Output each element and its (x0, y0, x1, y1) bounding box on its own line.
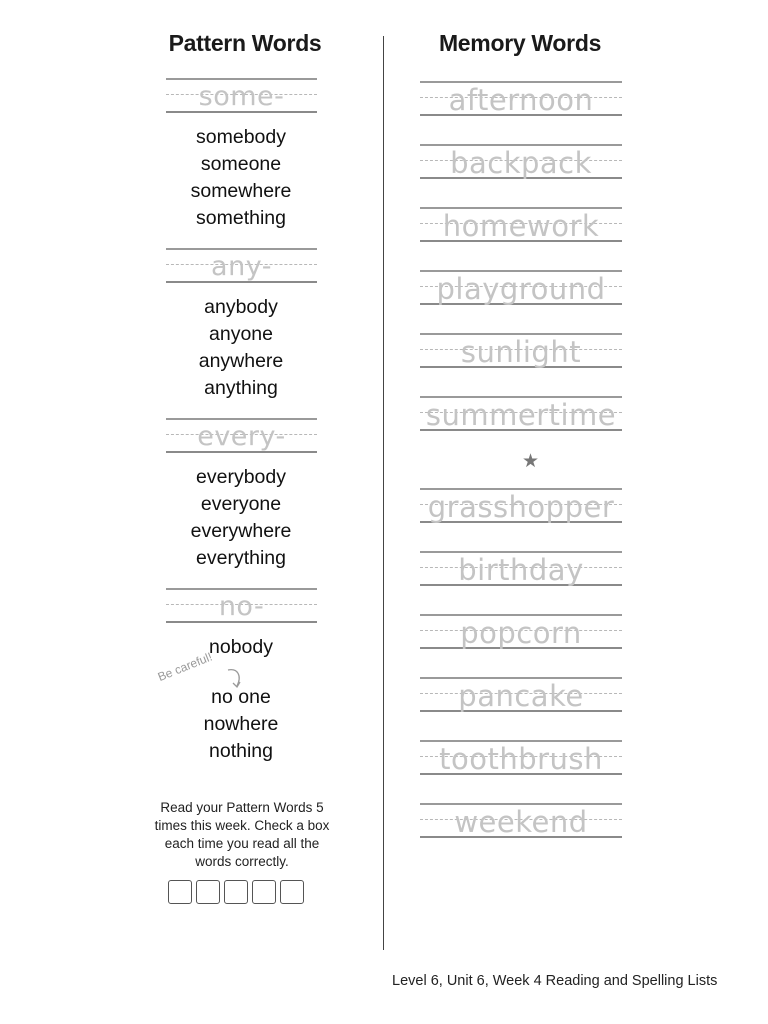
page-footer: Level 6, Unit 6, Week 4 Reading and Spelling Lists (392, 973, 718, 989)
memory-word-tracing (420, 740, 622, 774)
memory-word-tracing (420, 677, 622, 711)
memory-word-tracing (420, 270, 622, 304)
memory-word: playground (436, 272, 606, 306)
memory-word: birthday (458, 553, 584, 587)
star-icon: ★ (522, 451, 540, 472)
pattern-word-list (150, 294, 332, 402)
pattern-prefix: every- (197, 421, 286, 452)
memory-word-tracing (420, 333, 622, 367)
pattern-prefix-tracing (166, 418, 317, 452)
pattern-word: no one (211, 686, 271, 708)
memory-word: popcorn (460, 616, 582, 650)
memory-word: toothbrush (439, 742, 603, 776)
column-divider (383, 36, 384, 950)
memory-word: homework (442, 209, 600, 243)
pattern-word-list (150, 684, 332, 765)
pattern-word: somebody (196, 126, 286, 148)
reading-checkbox[interactable] (280, 880, 304, 904)
pattern-prefix: some- (198, 81, 285, 112)
reading-checkboxes (168, 880, 304, 904)
memory-word: summertime (425, 398, 617, 432)
pattern-word: nowhere (203, 713, 279, 735)
memory-word-tracing (420, 803, 622, 837)
pattern-word: something (196, 207, 286, 229)
pattern-word: nothing (209, 740, 273, 762)
memory-word-tracing (420, 144, 622, 178)
pattern-words-heading: Pattern Words (168, 30, 322, 56)
curved-arrow-icon (226, 666, 246, 694)
reading-checkbox[interactable] (168, 880, 192, 904)
reading-checkbox[interactable] (224, 880, 248, 904)
memory-word-tracing (420, 81, 622, 115)
memory-word: pancake (458, 679, 584, 713)
reading-checkbox[interactable] (252, 880, 276, 904)
pattern-prefix: no- (218, 591, 265, 622)
memory-words-heading: Memory Words (438, 30, 602, 56)
pattern-word: everything (196, 547, 286, 569)
memory-word: afternoon (448, 83, 594, 117)
pattern-prefix: any- (211, 251, 272, 282)
reading-checkbox[interactable] (196, 880, 220, 904)
pattern-word: someone (200, 153, 282, 175)
memory-word: sunlight (460, 335, 582, 369)
pattern-word-list (150, 634, 332, 661)
pattern-word: everybody (196, 466, 286, 488)
pattern-word: anything (204, 377, 278, 399)
pattern-word: anybody (204, 296, 278, 318)
pattern-prefix-tracing (166, 78, 317, 112)
memory-word: grasshopper (427, 490, 615, 524)
pattern-word: nobody (209, 636, 273, 658)
memory-word: weekend (454, 805, 588, 839)
pattern-word: everyone (200, 493, 282, 515)
memory-word-tracing (420, 396, 622, 430)
memory-word-tracing (420, 488, 622, 522)
pattern-prefix-tracing (166, 588, 317, 622)
memory-word-tracing (420, 551, 622, 585)
pattern-prefix-tracing (166, 248, 317, 282)
be-careful-note: Be careful! (155, 649, 215, 684)
memory-word: backpack (450, 146, 592, 180)
pattern-word: everywhere (190, 520, 292, 542)
pattern-word: somewhere (190, 180, 292, 202)
pattern-word: anyone (209, 323, 273, 345)
pattern-word-list (150, 464, 332, 572)
memory-word-tracing (420, 207, 622, 241)
pattern-word: anywhere (198, 350, 284, 372)
pattern-word-list (150, 124, 332, 232)
memory-word-tracing (420, 614, 622, 648)
reading-instructions: Read your Pattern Words 5 times this week. Check a box each time you read all the words correctly. (154, 800, 330, 869)
